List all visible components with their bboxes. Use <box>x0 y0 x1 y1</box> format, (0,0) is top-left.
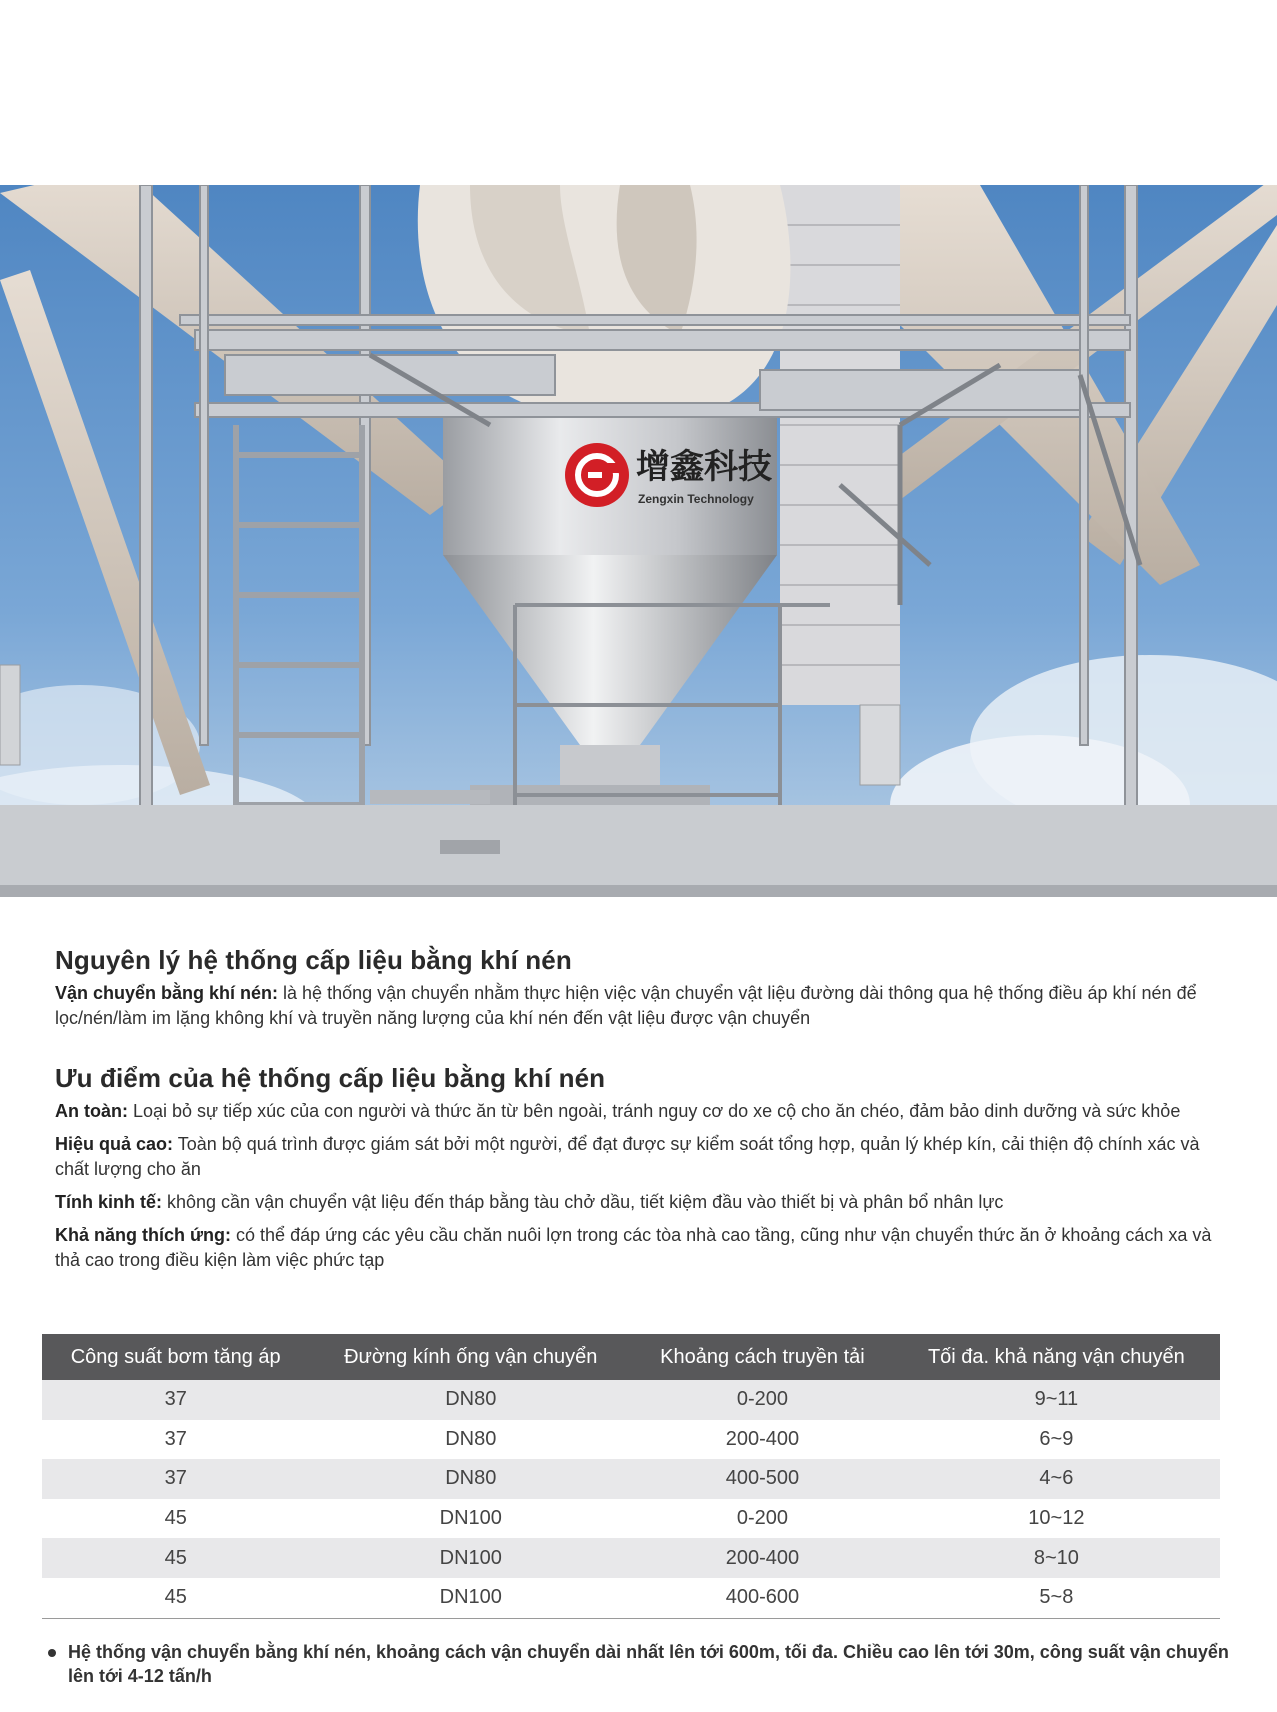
table-row <box>42 1420 1220 1460</box>
table-row <box>42 1499 1220 1539</box>
table-cell: 8~10 <box>893 1538 1220 1578</box>
advantages-section <box>55 1063 1235 1281</box>
table-row <box>42 1380 1220 1420</box>
specs-table <box>42 1334 1220 1619</box>
advantage-label: Tính kinh tế: <box>55 1192 162 1212</box>
table-cell: 6~9 <box>1039 1427 1074 1450</box>
table-cell: DN100 <box>309 1578 632 1618</box>
logo-chinese-text: 增鑫科技 <box>636 447 772 487</box>
table-cell: 200-400 <box>725 1427 800 1450</box>
table-cell: 400-600 <box>632 1578 893 1618</box>
table-cell: 5~8 <box>893 1578 1220 1618</box>
table-row <box>42 1578 1220 1618</box>
table-cell: 45 <box>42 1538 309 1578</box>
header-distance: Khoảng cách truyền tải <box>632 1334 893 1380</box>
table-cell: 37 <box>42 1459 309 1499</box>
advantage-label: Khả năng thích ứng: <box>55 1225 232 1245</box>
header-pipe-diameter: Đường kính ống vận chuyển <box>309 1334 632 1380</box>
bullet-icon <box>48 1649 56 1657</box>
table-cell: 0-200 <box>632 1380 893 1420</box>
table-cell: 45 <box>42 1578 309 1618</box>
advantage-item-safety <box>55 1099 1235 1124</box>
header-capacity: Tối đa. khả năng vận chuyển <box>893 1334 1220 1380</box>
principle-text: là hệ thống vận chuyển nhằm thực hiện việc vận chuyển vật liệu đường dài thông qua hệ thống điều áp khí nén để lọc/nén/làm im lặng không khí và truyền năng lượng của khí nén đến vật liệu được vận chuyển <box>55 983 1197 1028</box>
table-cell: 4~6 <box>893 1459 1220 1499</box>
principle-paragraph <box>55 981 1235 1031</box>
table-cell: 10~12 <box>1028 1507 1085 1530</box>
advantage-label: Hiệu quả cao: <box>55 1134 174 1154</box>
table-cell: 37 <box>164 1427 187 1450</box>
footnote <box>48 1640 1248 1688</box>
advantage-item-economy <box>55 1190 1235 1215</box>
table-cell: DN80 <box>445 1427 497 1450</box>
table-cell: 45 <box>164 1507 187 1530</box>
table-row <box>42 1459 1220 1499</box>
table-cell: DN80 <box>309 1380 632 1420</box>
advantage-text: Loại bỏ sự tiếp xúc của con người và thức ăn từ bên ngoài, tránh nguy cơ do xe cộ cho ăn chéo, đảm bảo dinh dưỡng và sức khỏe <box>127 1101 1181 1121</box>
advantage-text: không cần vận chuyển vật liệu đến tháp bằng tàu chở dầu, tiết kiệm đầu vào thiết bị và phân bổ nhân lực <box>162 1192 1004 1212</box>
table-cell: 200-400 <box>632 1538 893 1578</box>
principle-label: Vận chuyển bằng khí nén: <box>55 983 279 1003</box>
table-row <box>42 1538 1220 1578</box>
table-cell: 400-500 <box>632 1459 893 1499</box>
table-cell: DN80 <box>309 1459 632 1499</box>
principle-title: Nguyên lý hệ thống cấp liệu bằng khí nén <box>55 945 572 975</box>
advantage-item-efficiency <box>55 1132 1235 1182</box>
table-cell: 37 <box>42 1380 309 1420</box>
table-header-row <box>42 1334 1220 1380</box>
table-cell: 0-200 <box>736 1507 789 1530</box>
advantage-label: An toàn: <box>55 1101 128 1121</box>
advantage-text: có thể đáp ứng các yêu cầu chăn nuôi lợn trong các tòa nhà cao tầng, cũng như vận chuyển thức ăn ở khoảng cách xa và thả cao trong điều kiện làm việc phức tạp <box>55 1225 1212 1270</box>
silo-illustration <box>0 185 1277 897</box>
logo-english-text: Zengxin Technology <box>638 492 754 506</box>
footnote-text: Hệ thống vận chuyển bằng khí nén, khoảng cách vận chuyển dài nhất lên tới 600m, tối đa. Chiều cao lên tới 30m, công suất vận chuyển lên tới 4-12 tấn/h <box>68 1642 1229 1686</box>
table-cell: DN100 <box>439 1507 502 1530</box>
advantage-text: Toàn bộ quá trình được giám sát bởi một người, để đạt được sự kiểm soát tổng hợp, quản lý khép kín, cải thiện độ chính xác và chất lượng cho ăn <box>55 1134 1200 1179</box>
hero-image <box>0 185 1277 897</box>
table-cell: 9~11 <box>893 1380 1220 1420</box>
principle-section <box>55 945 1235 1031</box>
advantages-title: Ưu điểm của hệ thống cấp liệu bằng khí nén <box>55 1063 606 1093</box>
table-cell: DN100 <box>309 1538 632 1578</box>
advantages-list <box>55 1099 1235 1273</box>
advantage-item-adaptability <box>55 1223 1235 1273</box>
header-pump-power: Công suất bơm tăng áp <box>42 1334 309 1380</box>
